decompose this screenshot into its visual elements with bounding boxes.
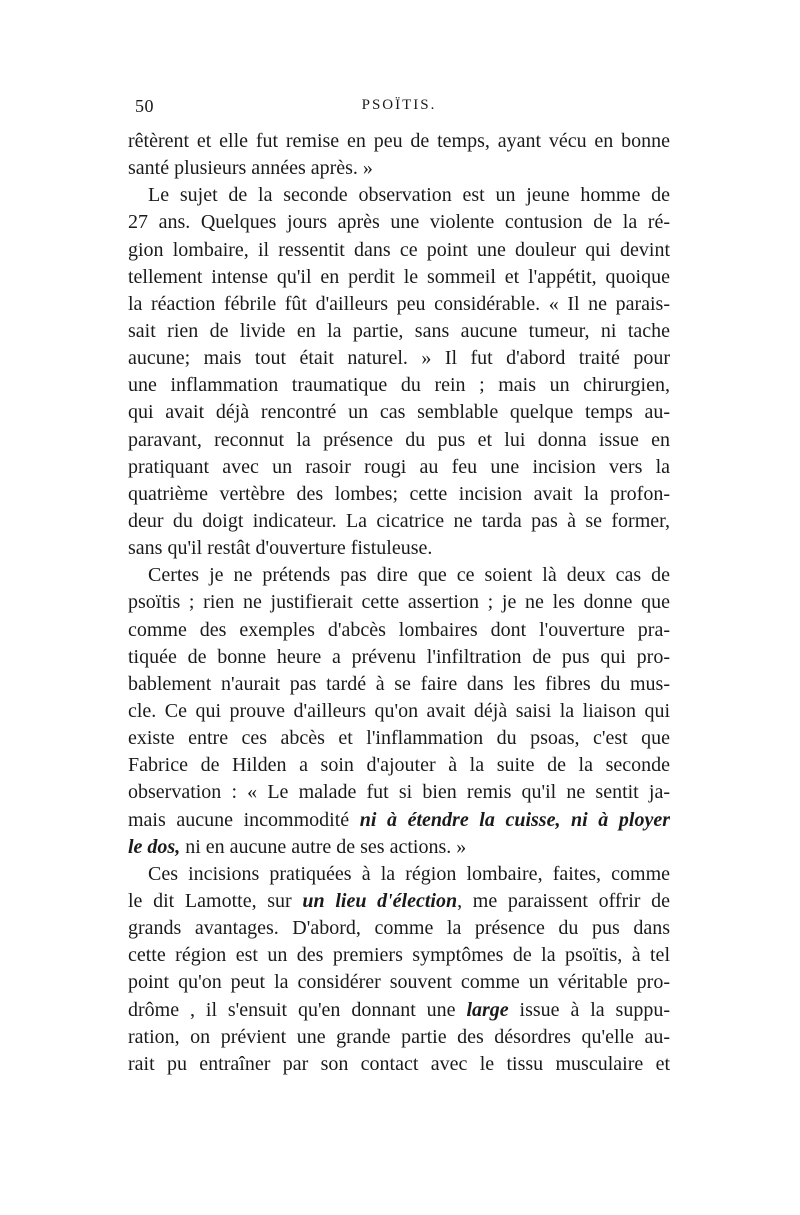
text-line [128, 807, 670, 834]
text-line [128, 372, 670, 399]
text-line [128, 481, 670, 508]
text-line-content: sans qu'il restât d'ouverture fistuleuse. [128, 537, 433, 560]
text-line [128, 318, 670, 345]
text-line [128, 535, 670, 562]
text-line-content: Fabrice de Hilden a soin d'ajouter à la suite de la seconde [128, 754, 670, 777]
text-line-content: cette région est un des premiers symptômes de la psoïtis, à tel [128, 944, 670, 967]
text-line-content: qui avait déjà rencontré un cas semblable quelque temps au- [128, 401, 670, 424]
text-line-content: pratiquant avec un rasoir rougi au feu une incision vers la [128, 455, 670, 478]
text-line-content: quatrième vertèbre des lombes; cette incision avait la profon- [128, 482, 670, 505]
text-line [128, 291, 670, 318]
text-line-content: santé plusieurs années après. » [128, 157, 373, 180]
text-line-content: mais aucune incommodité [128, 808, 360, 831]
running-head: PSOÏTIS. [361, 97, 437, 113]
text-line-content: paravant, reconnut la présence du pus et lui donna issue en [128, 428, 670, 451]
text-line-content: tiquée de bonne heure a prévenu l'infiltration de pus qui pro- [128, 645, 670, 668]
text-line [128, 969, 670, 996]
text-line [128, 427, 670, 454]
text-line [128, 182, 670, 209]
text-line-content: existe entre ces abcès et l'inflammation du psoas, c'est que [128, 727, 670, 750]
text-line-content: cle. Ce qui prouve d'ailleurs qu'on avait déjà saisi la liaison qui [128, 699, 670, 722]
text-line-content: Ces incisions pratiquées à la région lombaire, faites, comme [148, 862, 670, 885]
text-line [128, 861, 670, 888]
text-line-content: point qu'on peut la considérer souvent comme un véritable pro- [128, 971, 670, 994]
text-line [128, 997, 670, 1024]
text-line-content: issue à la suppu- [508, 998, 670, 1021]
text-line-content: 27 ans. Quelques jours après une violente contusion de la ré- [128, 211, 670, 234]
text-line-content: comme des exemples d'abcès lombaires dont l'ouverture pra- [128, 618, 670, 641]
text-line [128, 698, 670, 725]
text-line [128, 779, 670, 806]
text-line [128, 508, 670, 535]
text-line-content: observation : « Le malade fut si bien remis qu'il ne sentit ja- [128, 781, 670, 804]
text-line-italic: un lieu d'élection [302, 889, 458, 912]
text-line-content: Certes je ne prétends pas dire que ce soient là deux cas de [148, 564, 670, 587]
text-line [128, 915, 670, 942]
text-line [128, 237, 670, 264]
text-line [128, 644, 670, 671]
text-line [128, 562, 670, 589]
text-line [128, 671, 670, 698]
text-line-italic: ni à étendre la cuisse, ni à ployer [359, 808, 670, 831]
text-line-content: grands avantages. D'abord, comme la présence du pus dans [128, 917, 670, 940]
text-line-content: drôme , il s'ensuit qu'en donnant une [128, 998, 467, 1021]
text-line [128, 834, 670, 861]
body-text [128, 128, 670, 1078]
text-line-content: sait rien de livide en la partie, sans aucune tumeur, ni tache [128, 319, 670, 342]
text-line [128, 752, 670, 779]
text-line [128, 1024, 670, 1051]
text-line-content: rêtèrent et elle fut remise en peu de temps, ayant vécu en bonne [128, 130, 670, 152]
text-line [128, 617, 670, 644]
text-line-content: psoïtis ; rien ne justifierait cette assertion ; je ne les donne que [128, 591, 670, 614]
text-line-content: une inflammation traumatique du rein ; mais un chirurgien, [128, 374, 670, 397]
text-line-content: la réaction fébrile fût d'ailleurs peu considérable. « Il ne parais- [128, 292, 670, 315]
page-header [128, 96, 670, 122]
text-line [128, 264, 670, 291]
page-number: 50 [135, 96, 154, 116]
text-line [128, 942, 670, 969]
text-line-content: , me paraissent offrir de [457, 889, 670, 912]
text-line-content: rait pu entraîner par son contact avec le tissu musculaire et [128, 1052, 670, 1075]
text-line-content: deur du doigt indicateur. La cicatrice ne tarda pas à se former, [128, 509, 670, 532]
text-line [128, 1051, 670, 1078]
text-line [128, 454, 670, 481]
text-line [128, 345, 670, 372]
text-line [128, 589, 670, 616]
text-line-italic: le dos, [128, 835, 181, 858]
text-line [128, 128, 670, 155]
text-line-content: ni en aucune autre de ses actions. » [180, 835, 467, 858]
text-line [128, 155, 670, 182]
text-line-content: aucune; mais tout était naturel. » Il fut d'abord traité pour [128, 347, 670, 370]
text-line-content: le dit Lamotte, sur [128, 889, 303, 912]
text-line-content: gion lombaire, il ressentit dans ce point une douleur qui devint [128, 238, 670, 261]
text-line-content: tellement intense qu'il en perdit le sommeil et l'appétit, quoique [128, 265, 670, 288]
text-line [128, 888, 670, 915]
text-line [128, 209, 670, 236]
text-line-content: ration, on prévient une grande partie des désordres qu'elle au- [128, 1025, 670, 1048]
text-line-italic: large [466, 998, 509, 1021]
text-line [128, 399, 670, 426]
text-line-content: Le sujet de la seconde observation est un jeune homme de [148, 184, 670, 207]
text-line [128, 725, 670, 752]
text-line-content: bablement n'aurait pas tardé à se faire dans les fibres du mus- [128, 672, 670, 695]
